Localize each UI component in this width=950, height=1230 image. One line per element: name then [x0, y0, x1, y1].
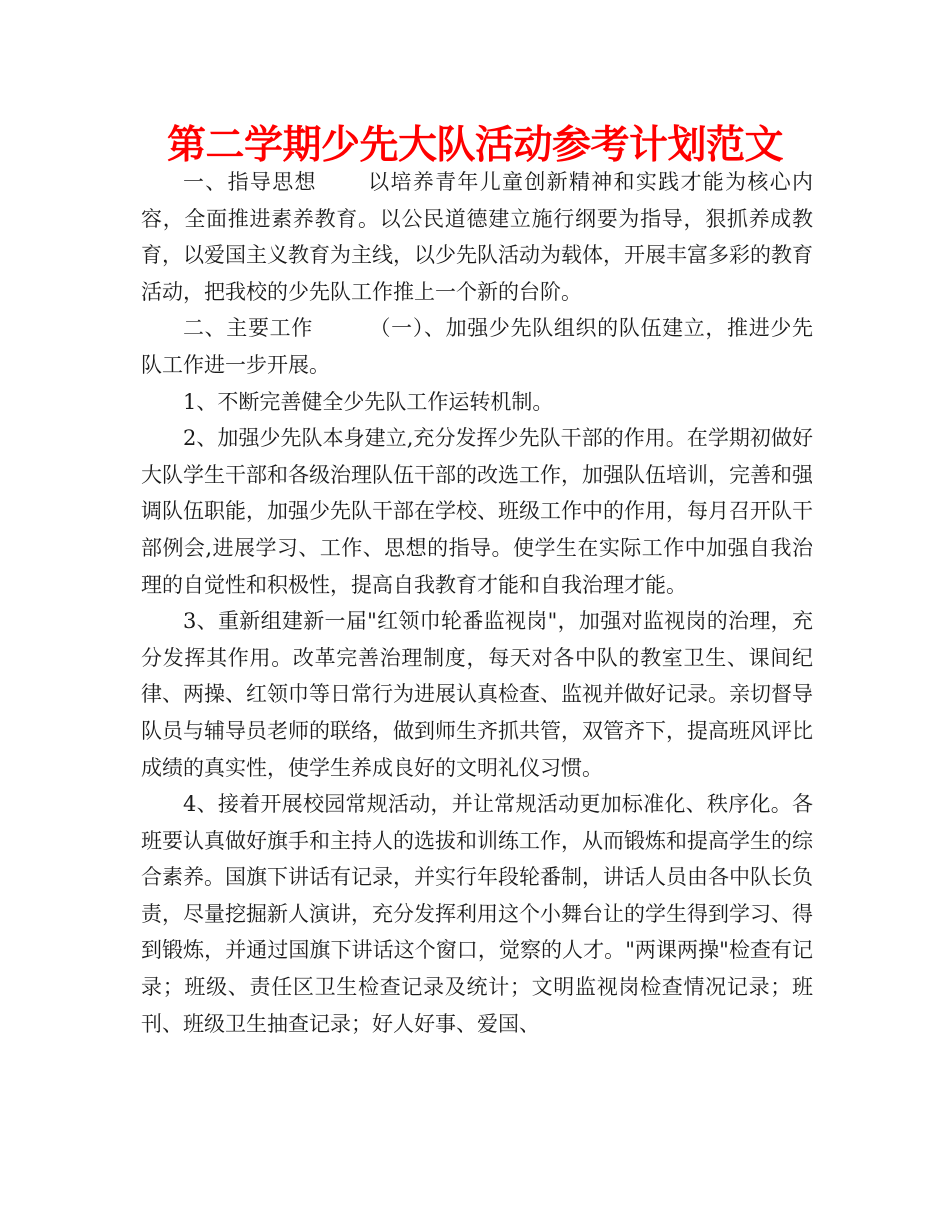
list-item: 3、重新组建新一届"红领巾轮番监视岗"，加强对监视岗的治理，充分发挥其作用。改革完善治理制度，每天对各中队的教室卫生、课间纪律、两操、红领巾等日常行为进展认真检查、监视并做好记录。亲切督导队员与辅导员老师的联络，做到师生齐抓共管，双管齐下，提高班风评比成绩的真实性，使学生养成良好的文明礼仪习惯。 [141, 609, 813, 780]
section-text: 以培养青年儿童创新精神和实践才能为核心内容，全面推进素养教育。以公民道德建立施行纲要为指导，狠抓养成教育，以爱国主义教育为主线，以少先队活动为载体，开展丰富多彩的教育活动，把我校的少先队工作推上一个新的台阶。 [141, 170, 814, 304]
section-heading: 二、主要工作 [183, 316, 313, 341]
section-heading: 一、指导思想 [183, 170, 317, 194]
section-guiding-ideology [141, 164, 813, 310]
list-item: 4、接着开展校园常规活动，并让常规活动更加标准化、秩序化。各班要认真做好旗手和主持人的选拔和训练工作，从而锻炼和提高学生的综合素养。国旗下讲话有记录，并实行年段轮番制，讲话人员由各中队长负责，尽量挖掘新人演讲，充分发挥利用这个小舞台让的学生得到学习、得到锻炼，并通过国旗下讲话这个窗口，觉察的人才。"两课两操"检查有记录；班级、责任区卫生检查记录及统计；文明监视岗检查情况记录；班刊、班级卫生抽查记录；好人好事、爱国、 [141, 792, 813, 1036]
document-title: 第二学期少先大队活动参考计划范文 [166, 123, 783, 168]
subsection-text: （一）、加强少先队组织的队伍建立，推进少先队工作进一步开展。 [141, 316, 813, 377]
list-item: 2、加强少先队本身建立,充分发挥少先队干部的作用。在学期初做好大队学生干部和各级治理队伍干部的改选工作，加强队伍培训，完善和强调队伍职能，加强少先队干部在学校、班级工作中的作用，每月召开队干部例会,进展学习、工作、思想的指导。使学生在实际工作中加强自我治理的自觉性和积极性，提高自我教育才能和自我治理才能。 [141, 426, 813, 597]
list-item: 1、不断完善健全少先队工作运转机制。 [183, 389, 554, 414]
document-body [141, 164, 813, 1042]
section-main-work [141, 310, 813, 383]
